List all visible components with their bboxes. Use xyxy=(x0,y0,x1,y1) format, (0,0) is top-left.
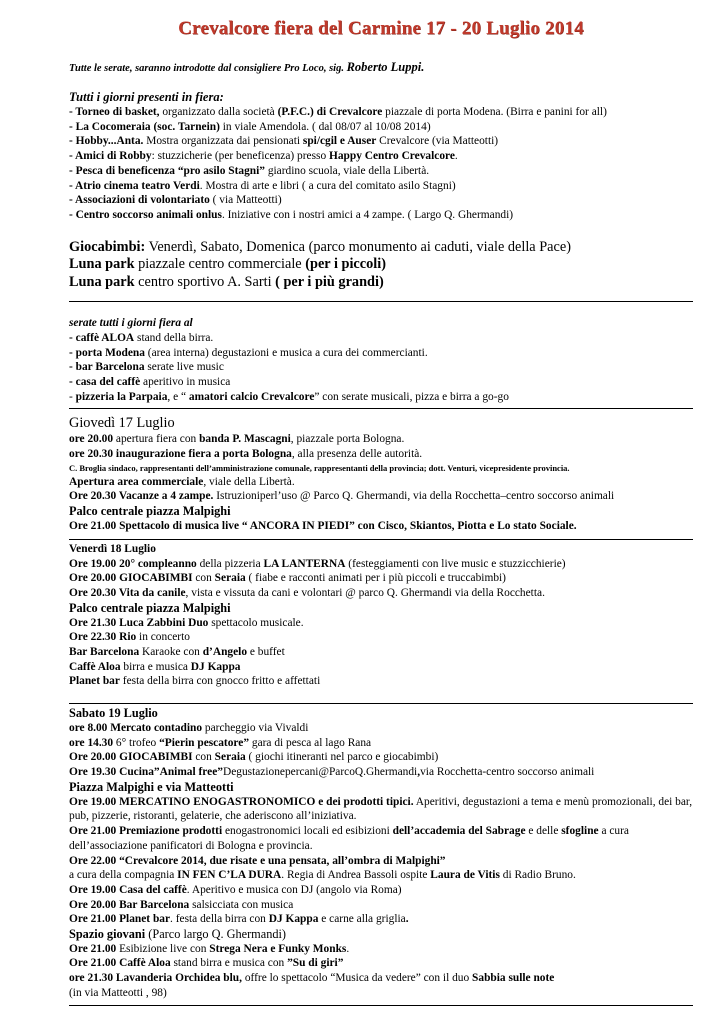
event-line: Planet bar festa della birra con gnocco fritto e affettati xyxy=(69,675,321,688)
event-line: Ore 22.00 “Crevalcore 2014, due risate e una pensata, all’ombra di Malpighi” xyxy=(69,854,446,867)
event-line: Ore 20.00 GIOCABIMBI con Seraia ( giochi itineranti nel parco e giocabimbi) xyxy=(69,751,439,764)
list-item: - porta Modena (area interna) degustazioni e musica a cura dei commercianti. xyxy=(69,346,428,359)
intro-text: Tutte le serate, saranno introdotte dal consigliere Pro Loco, sig. xyxy=(69,63,347,74)
giovedi-heading: Giovedì 17 Luglio xyxy=(69,415,175,432)
section-tutti-i-giorni xyxy=(69,89,693,223)
venue-heading: Spazio giovani (Parco largo Q. Ghermandi) xyxy=(69,927,287,942)
event-line: (in via Matteotti , 98) xyxy=(69,986,167,999)
event-line: Ore 19.00 20° compleanno della pizzeria LA LANTERNA (festeggiamenti con live music e stuzzicchierie) xyxy=(69,557,566,570)
event-line: Ore 21.00 Caffè Aloa stand birra e musica con ”Su di giri” xyxy=(69,957,344,970)
divider xyxy=(69,1005,693,1006)
event-line: Bar Barcelona Karaoke con d’Angelo e buffet xyxy=(69,646,285,659)
page-title: Crevalcore fiera del Carmine 17 - 20 Luglio 2014 xyxy=(178,18,584,39)
intro-name: Roberto Luppi. xyxy=(346,60,425,74)
section-venerdi xyxy=(69,542,693,689)
event-line: ore 20.30 inaugurazione fiera a porta Bologna, alla presenza delle autorità. xyxy=(69,448,423,461)
page xyxy=(69,18,693,1006)
venue-heading: Piazza Malpighi e via Matteotti xyxy=(69,779,234,794)
event-line: Ore 22.30 Rio in concerto xyxy=(69,631,190,644)
section-sabato xyxy=(69,706,693,1000)
event-line: Ore 21.00 Esibizione live con Strega Nera e Funky Monks. xyxy=(69,942,350,955)
venue-heading: Palco centrale piazza Malpighi xyxy=(69,600,231,615)
tutti-heading: Tutti i giorni presenti in fiera: xyxy=(69,90,224,104)
section-serate xyxy=(69,316,693,404)
list-item: - Atrio cinema teatro Verdi. Mostra di arte e libri ( a cura del comitato asilo Stagni) xyxy=(69,179,456,192)
section-giocabimbi xyxy=(69,239,693,292)
event-line: Ore 19.00 Casa del caffè. Aperitivo e musica con DJ (angolo via Roma) xyxy=(69,883,402,896)
list-item: - La Cocomeraia (soc. Tarnein) in viale Amendola. ( dal 08/07 al 10/08 2014) xyxy=(69,120,431,133)
event-line: Ore 21.00 Spettacolo di musica live “ ANCORA IN PIEDI” con Cisco, Skiantos, Piotta e Lo stato Sociale. xyxy=(69,520,577,533)
list-item: - Associazioni di volontariato ( via Matteotti) xyxy=(69,194,282,207)
event-line: ore 20.00 apertura fiera con banda P. Mascagni, piazzale porta Bologna. xyxy=(69,433,405,446)
list-item: - Centro soccorso animali onlus. Iniziative con i nostri amici a 4 zampe. ( Largo Q. Ghermandi) xyxy=(69,208,514,221)
event-line: Ore 20.30 Vacanze a 4 zampe. Istruzioniperl’uso @ Parco Q. Ghermandi, via della Rocchetta–centro soccorso animali xyxy=(69,490,615,503)
event-line: Ore 20.00 GIOCABIMBI con Seraia ( fiabe e racconti animati per i più piccoli e truccabimbi) xyxy=(69,572,506,585)
venue-heading: Palco centrale piazza Malpighi xyxy=(69,504,231,519)
venerdi-heading: Venerdì 18 Luglio xyxy=(69,542,156,555)
luna-park-line: Luna park piazzale centro commerciale (per i piccoli) xyxy=(69,256,386,273)
list-item: - bar Barcelona serate live music xyxy=(69,361,224,374)
event-line: a cura della compagnia IN FEN C’LA DURA. Regia di Andrea Bassoli ospite Laura de Vitis di Radio Bruno. xyxy=(69,869,576,882)
event-line: Apertura area commerciale, viale della Libertà. xyxy=(69,475,295,488)
luna-park-line: Luna park centro sportivo A. Sarti ( per i più grandi) xyxy=(69,273,384,290)
list-item: - Hobby...Anta. Mostra organizzata dai pensionati spi/cgil e Auser Crevalcore (via Matteotti) xyxy=(69,135,499,148)
event-line: Ore 21.30 Luca Zabbini Duo spettacolo musicale. xyxy=(69,616,304,629)
serate-heading: serate tutti i giorni fiera al xyxy=(69,317,193,330)
event-line: Ore 20.30 Vita da canile, vista e vissuta da cani e volontari @ parco Q. Ghermandi via della Rocchetta. xyxy=(69,586,545,599)
giocabimbi-line: Giocabimbi: Venerdì, Sabato, Domenica (parco monumento ai caduti, viale della Pace) xyxy=(69,238,571,255)
event-line: ore 14.30 6° trofeo “Pierin pescatore” gara di pesca al lago Rana xyxy=(69,736,372,749)
event-line: Ore 21.00 Premiazione prodotti enogastronomici locali ed esibizioni dell’accademia del Sabrage e delle sfogline a cura dell’associazione panificatori di Bologna e provincia. xyxy=(69,825,629,852)
section-giovedi xyxy=(69,415,693,534)
list-item: - casa del caffè aperitivo in musica xyxy=(69,375,231,388)
event-line: Caffè Aloa birra e musica DJ Kappa xyxy=(69,660,241,673)
event-line: Ore 20.00 Bar Barcelona salsicciata con musica xyxy=(69,898,294,911)
event-line: Ore 21.00 Planet bar. festa della birra con DJ Kappa e carne alla griglia. xyxy=(69,913,409,926)
list-item: - Pesca di beneficenza “pro asilo Stagni” giardino scuola, viale della Libertà. xyxy=(69,164,430,177)
list-item: - Torneo di basket, organizzato dalla società (P.F.C.) di Crevalcore piazzale di porta Modena. (Birra e panini for all) xyxy=(69,106,607,118)
event-line: Ore 19.30 Cucina”Animal free”Degustazionepercani@ParcoQ.Ghermandi,via Rocchetta-centro soccorso animali xyxy=(69,766,595,778)
intro xyxy=(69,60,693,75)
authorities-line: C. Broglia sindaco, rappresentanti dell’amministrazione comunale, rappresentanti della provincia; dott. Venturi, vicepresidente provincia. xyxy=(69,462,570,473)
list-item: - caffè ALOA stand della birra. xyxy=(69,331,214,344)
list-item: - pizzeria la Parpaia, e “ amatori calcio Crevalcore” con serate musicali, pizza e birra a go-go xyxy=(69,390,509,403)
event-line: ore 8.00 Mercato contadino parcheggio via Vivaldi xyxy=(69,721,309,734)
sabato-heading: Sabato 19 Luglio xyxy=(69,706,158,721)
event-line: Ore 19.00 MERCATINO ENOGASTRONOMICO e dei prodotti tipici. Aperitivi, degustazioni a tema e menù promozionali, dei bar, pub, pizzerie, ristoranti, gelaterie, che aderiscono all’iniziativa. xyxy=(69,795,693,823)
event-line: ore 21.30 Lavanderia Orchidea blu, offre lo spettacolo “Musica da vedere” con il duo Sabbia sulle note xyxy=(69,972,555,985)
list-item: - Amici di Robby: stuzzicherie (per beneficenza) presso Happy Centro Crevalcore. xyxy=(69,150,458,163)
